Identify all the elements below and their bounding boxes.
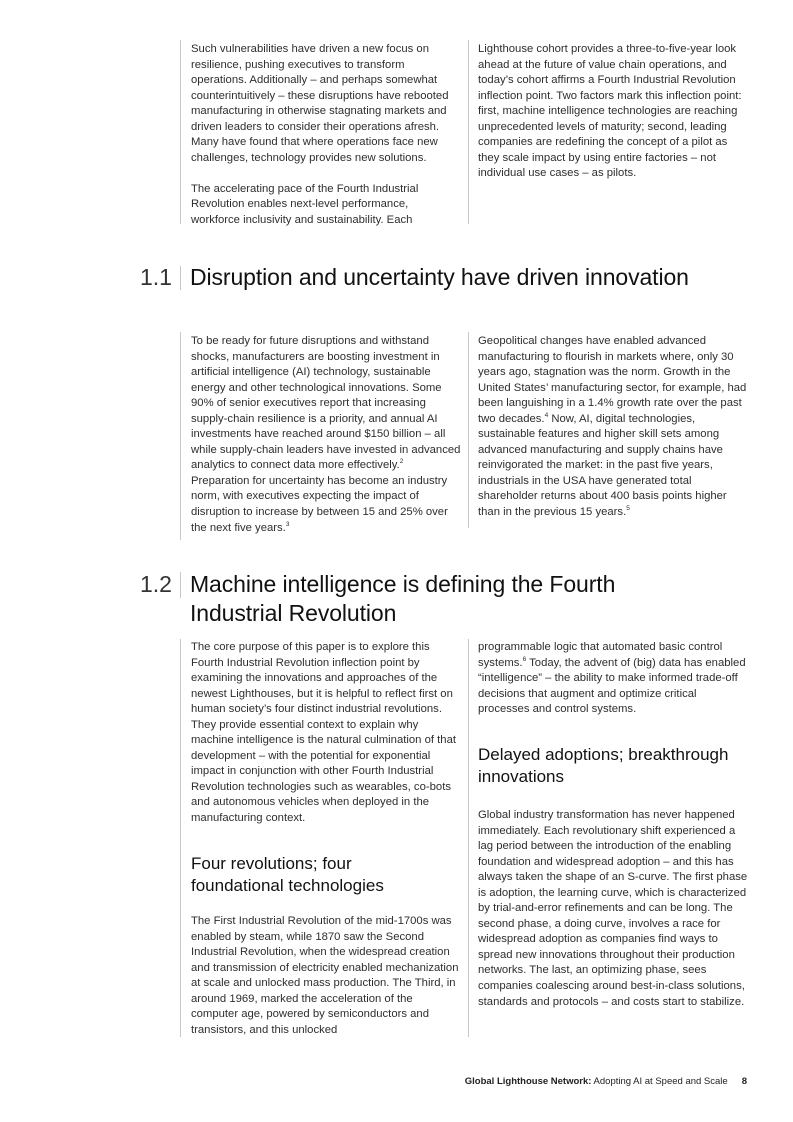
paragraph: The First Industrial Revolution of the mid-1700s was enabled by steam, while 1870 saw the Second Industrial Revolution, when the widespread creation and transmission of electricity enabled mechanization at scale and unlocked mass production. The Third, in around 1969, marked the acceleration of the computer age, powered by semiconductors and transistors, and this unlocked [191, 915, 459, 1036]
paragraph: Such vulnerabilities have driven a new focus on resilience, pushing executives to transform operations. Additionally – and perhaps somewhat counterintuitively – these disruptions have rebooted manufacturing in otherwise stagnating markets and driven leaders to consider their operations afresh. Many have found that where operations face new challenges, technology provides new solutions. [191, 43, 449, 164]
footnote-ref: 4 [544, 411, 549, 419]
section-number: 1.1 [140, 264, 172, 290]
footer-publication: Global Lighthouse Network: [464, 1076, 592, 1087]
section-1-2-right-column [478, 640, 750, 718]
intro-right-column [478, 42, 750, 182]
section-title: Machine intelligence is defining the Fourth Industrial Revolution [190, 571, 616, 626]
paragraph: Global industry transformation has never happened immediately. Each revolutionary shift experienced a lag period between the introduction of the enabling foundation and widespread adoption – and this has always taken the shape of an S-curve. The first phase is adoption, the learning curve, which is characterized by trial-and-error refinements and can be long. The second phase, a doing curve, involves a race for widespread adoption as companies find ways to spread new innovations throughout their production networks. The last, an optimizing phase, sees companies coalescing around best-in-class solutions, standards and protocols – and costs start to stabilize. [478, 809, 748, 1008]
subheading: Four revolutions; four foundational technologies [191, 854, 384, 895]
page-footer [465, 1076, 747, 1087]
paragraph: To be ready for future disruptions and withstand shocks, manufacturers are boosting investment in artificial intelligence (AI) technology, sustainable energy and other technological innovations. Some 90% of senior executives report that increasing supply-chain resilience is a priority, and annual AI investments have reached around $150 billion – all while supply-chain leaders have invested in advanced analytics to connect data more effectively.$^2$ Preparation for uncertainty has become an industry norm, with executives expecting the impact of disruption to increase by between 15 and 25% over the next five years.$^3$ [191, 335, 461, 534]
footnote-ref: 3 [285, 520, 290, 528]
column-divider [180, 40, 181, 224]
footnote-ref: 6 [522, 655, 527, 663]
paragraph: Geopolitical changes have enabled advanced manufacturing to flourish in markets where, only 30 years ago, stagnation was the norm. Growth in the United States’ manufacturing sector, for example, had been languishing in a 1.4% growth rate over the past two decades.$^4$ Now, AI, digital technologies, sustainable features and higher skill sets among advanced manufacturing and supply chains have reinvigorated the market: in the past five years, industrials in the USA have generated total shareholder returns about 400 basis points higher than in the previous 15 years.$^5$ [478, 335, 747, 519]
section-number-divider [180, 572, 181, 598]
subheading: Delayed adoptions; breakthrough innovations [478, 745, 729, 786]
footnote-ref: 5 [626, 505, 630, 513]
section-number-divider [180, 266, 181, 290]
section-title: Disruption and uncertainty have driven innovation [190, 264, 689, 290]
section-1-2-left-column [191, 640, 461, 827]
column-divider [180, 639, 181, 1037]
section-1-1-left-column [191, 334, 461, 536]
footnote-ref: 2 [399, 458, 404, 466]
page-number: 8 [741, 1076, 747, 1087]
section-1-2-right-column-cont [478, 808, 750, 1010]
footer-title: Adopting AI at Speed and Scale [591, 1076, 728, 1087]
column-divider [468, 40, 469, 224]
paragraph: programmable logic that automated basic control systems.$^6$ Today, the advent of (big) data has enabled “intelligence” – the ability to make informed trade-off decisions that augment and optimize critical processes and control systems. [478, 641, 746, 716]
column-divider [468, 332, 469, 528]
section-1-2-left-column-cont [191, 914, 461, 1038]
column-divider [180, 332, 181, 540]
paragraph: Lighthouse cohort provides a three-to-five-year look ahead at the future of value chain operations, and today’s cohort affirms a Fourth Industrial Revolution inflection point. Two factors mark this inflection point: first, machine intelligence technologies are reaching unprecedented levels of maturity; second, leading companies are redefining the concept of a pilot as they scale impact by using entire factories – not individual use cases – as pilots. [478, 43, 742, 180]
column-divider [468, 639, 469, 1037]
paragraph: The core purpose of this paper is to explore this Fourth Industrial Revolution inflection point by examining the innovations and approaches of the newest Lighthouses, but it is helpful to reflect first on human society’s four distinct industrial revolutions. They provide essential context to explain why machine intelligence is the natural culmination of that development – with the potential for exponential impact in conjunction with other Fourth Industrial Revolution technologies such as wearables, co-bots and autonomous vehicles when deployed in the manufacturing context. [191, 641, 457, 825]
intro-left-column [191, 42, 459, 229]
paragraph: The accelerating pace of the Fourth Industrial Revolution enables next-level performance, workforce inclusivity and sustainability. Each [191, 182, 419, 226]
section-number: 1.2 [140, 571, 172, 597]
section-1-1-right-column [478, 334, 750, 521]
